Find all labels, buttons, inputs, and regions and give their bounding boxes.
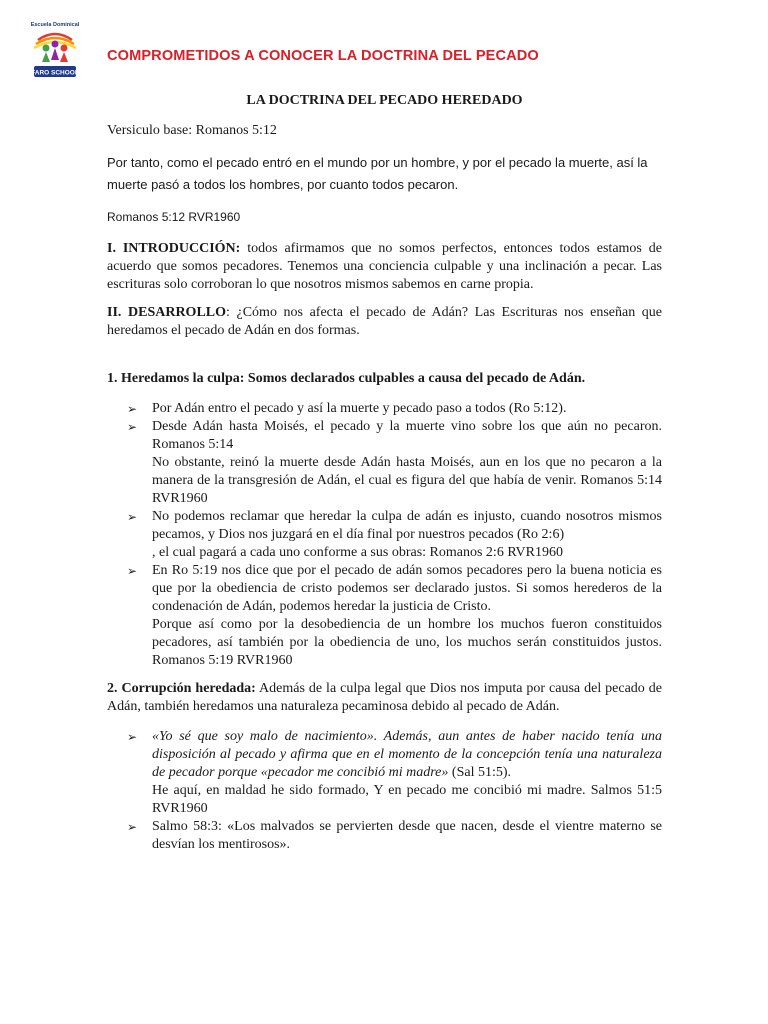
document-title: LA DOCTRINA DEL PECADO HEREDADO [246, 93, 523, 108]
section2-paragraph [107, 680, 662, 716]
section1-list [107, 400, 662, 670]
intro-text: todos afirmamos que no somos perfectos, entonces todos estamos de acuerdo que somos pecadores. Tenemos una conciencia culpable y una inclinación a pecar. Las escrituras solo corroboran lo que nosotros mismos sabemos en carne propia. [107, 241, 662, 292]
development-text: : ¿Cómo nos afecta el pecado de Adán? Las Escrituras nos enseñan que heredamos el pecado de Adán en dos formas. [107, 305, 662, 338]
arrow-bullet-icon: ➢ [127, 510, 138, 524]
section2-heading: 2. Corrupción heredada: [107, 681, 256, 696]
section2-text: Además de la culpa legal que Dios nos imputa por causa del pecado de Adán, también heredamos una naturaleza pecaminosa debido al pecado de Adán. [107, 681, 662, 714]
development-heading: II. DESARROLLO [107, 305, 227, 320]
development-paragraph [107, 304, 662, 340]
list-item: ➢ En Ro 5:19 nos dice que por el pecado de adán somos pecadores pero la buena noticia es que por la obediencia de cristo podemos ser declarado justos. Si somos herederos de la condenación de Adán, podemos heredar la justicia de Cristo. Porque así como por la desobediencia de un hombre los muchos fueron constituidos pecadores, así también por la obediencia de uno, los muchos serán constituidos justos. Romanos 5:19 RVR1960 [127, 563, 662, 668]
document-body [107, 92, 662, 854]
list-item: ➢ Por Adán entro el pecado y así la muerte y pecado paso a todos (Ro 5:12). [127, 401, 567, 416]
list-item: ➢ Salmo 58:3: «Los malvados se pervierten desde que nacen, desde el vientre materno se desvían los mentirosos». [127, 819, 662, 852]
list-item: ➢ No podemos reclamar que heredar la culpa de adán es injusto, cuando nosotros mismos pecamos, y Dios nos juzgará en el día final por nuestros pecados (Ro 2:6) , el cual pagará a cada uno conforme a sus obras: Romanos 2:6 RVR1960 [127, 509, 662, 560]
logo-bottom-text: FARO SCHOOL [31, 69, 79, 77]
base-verse-text: Por tanto, como el pecado entró en el mundo por un hombre, y por el pecado la muerte, así la muerte pasó a todos los hombres, por cuanto todos pecaron. [107, 155, 648, 192]
section1-heading: 1. Heredamos la culpa: Somos declarados culpables a causa del pecado de Adán. [107, 371, 586, 386]
section2-list [107, 728, 662, 854]
intro-paragraph [107, 240, 662, 294]
intro-heading: I. INTRODUCCIÓN: [107, 241, 241, 256]
base-verse-ref: Romanos 5:12 RVR1960 [107, 210, 241, 224]
header-title: COMPROMETIDOS A CONOCER LA DOCTRINA DEL PECADO [107, 48, 539, 64]
arrow-bullet-icon: ➢ [127, 820, 138, 834]
list-item: ➢ Desde Adán hasta Moisés, el pecado y la muerte vino sobre los que aún no pecaron. Romanos 5:14 No obstante, reinó la muerte desde Adán hasta Moisés, aun en los que no pecaron a la manera de la transgresión de Adán, el cual es figura del que había de venir. Romanos 5:14 RVR1960 [127, 419, 662, 506]
arrow-bullet-icon: ➢ [127, 402, 138, 416]
arrow-bullet-icon: ➢ [127, 564, 138, 578]
logo-top-text: Escuela Dominical [30, 22, 80, 28]
base-verse-label: Versiculo base: Romanos 5:12 [107, 123, 277, 138]
arrow-bullet-icon: ➢ [127, 730, 138, 744]
arrow-bullet-icon: ➢ [127, 420, 138, 434]
faro-school-logo [24, 18, 86, 80]
list-item: ➢ «Yo sé que soy malo de nacimiento». Además, aun antes de haber nacido tenía una disposición al pecado y afirma que en el momento de la concepción tenía una naturaleza de pecador porque «pecador me concibió mi madre» (Sal 51:5). He aquí, en maldad he sido formado, Y en pecado me concibió mi madre. Salmos 51:5 RVR1960 [127, 729, 662, 816]
